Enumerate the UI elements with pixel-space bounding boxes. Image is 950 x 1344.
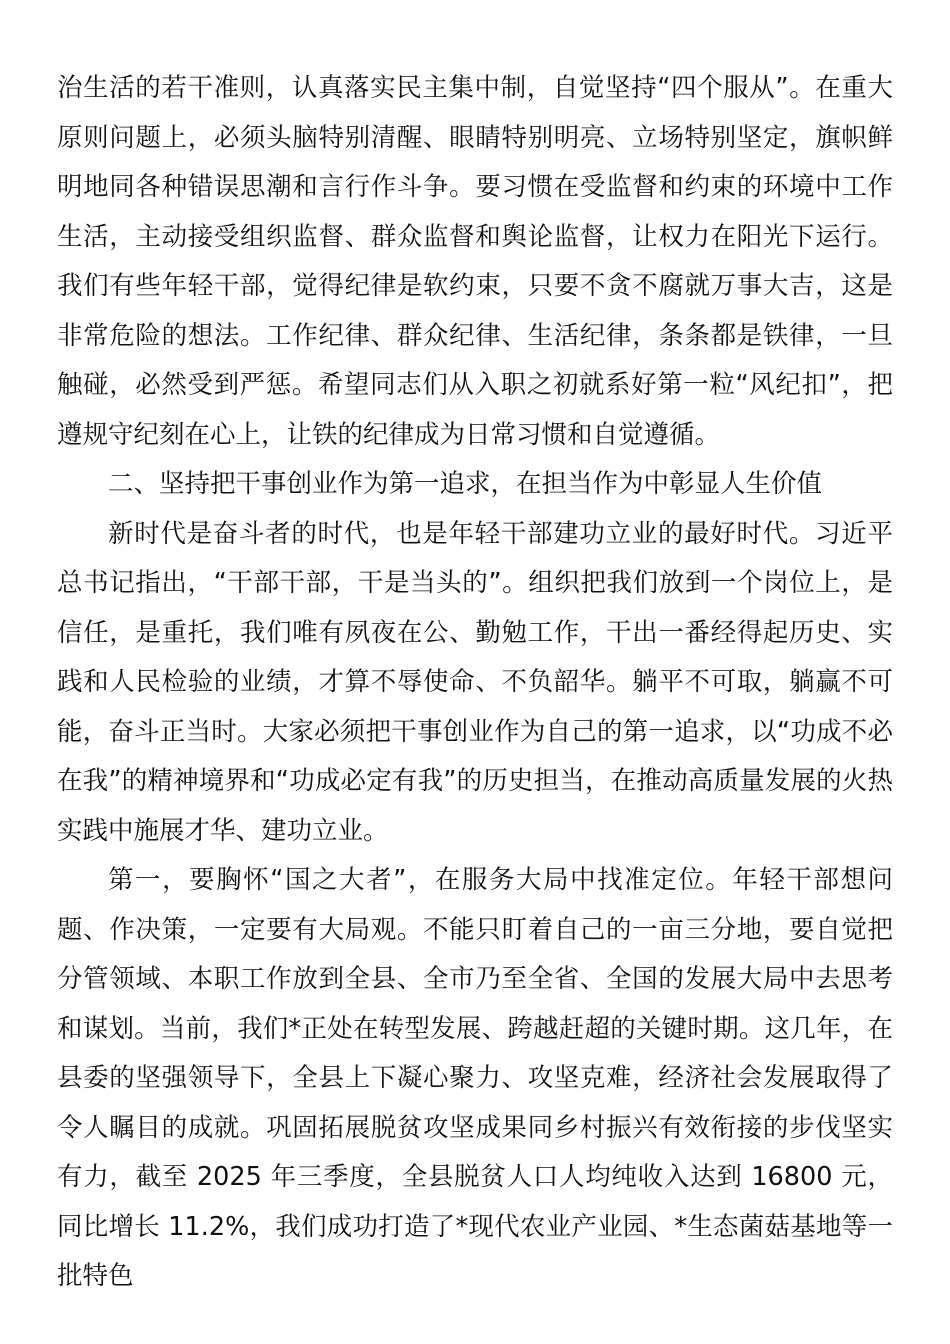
paragraph-new-era: 新时代是奋斗者的时代，也是年轻干部建功立业的最好时代。习近平总书记指出，“干部干部，干是当头的”。组织把我们放到一个岗位上，是信任，是重托，我们唯有夙夜在公、勤勉工作，干出一番经得起历史、实践和人民检验的业绩，才算不辱使命、不负韶华。躺平不可取，躺赢不可能，奋斗正当时。大家必须把干事创业作为自己的第一追求，以“功成不必在我”的精神境界和“功成必定有我”的历史担当，在推动高质量发展的火热实践中施展才华、建功立业。: [57, 518, 893, 846]
paragraph-first-point: 第一，要胸怀“国之大者”，在服务大局中找准定位。年轻干部想问题、作决策，一定要有大局观。不能只盯着自己的一亩三分地，要自觉把分管领域、本职工作放到全县、全市乃至全省、全国的发展大局中去思考和谋划。当前，我们*正处在转型发展、跨越赶超的关键时期。这几年，在县委的坚强领导下，全县上下凝心聚力、攻坚克难，经济社会发展取得了令人瞩目的成就。巩固拓展脱贫攻坚成果同乡村振兴有效衔接的步伐坚实有力，截至 2025 年三季度，全县脱贫人口人均纯收入达到 16800 元，同比增长 11.2%，我们成功打造了*现代农业产业园、*生态菌菇基地等一批特色: [57, 865, 893, 1291]
document-body: [57, 64, 893, 1302]
paragraph-discipline: 治生活的若干准则，认真落实民主集中制，自觉坚持“四个服从”。在重大原则问题上，必须头脑特别清醒、眼睛特别明亮、立场特别坚定，旗帜鲜明地同各种错误思潮和言行作斗争。要习惯在受监督和约束的环境中工作生活，主动接受组织监督、群众监督和舆论监督，让权力在阳光下运行。我们有些年轻干部，觉得纪律是软约束，只要不贪不腐就万事大吉，这是非常危险的想法。工作纪律、群众纪律、生活纪律，条条都是铁律，一旦触碰，必然受到严惩。希望同志们从入职之初就系好第一粒“风纪扣”，把遵规守纪刻在心上，让铁的纪律成为日常习惯和自觉遵循。: [57, 73, 893, 450]
section-heading-2: 二、坚持把干事创业作为第一追求，在担当作为中彰显人生价值: [108, 469, 823, 499]
